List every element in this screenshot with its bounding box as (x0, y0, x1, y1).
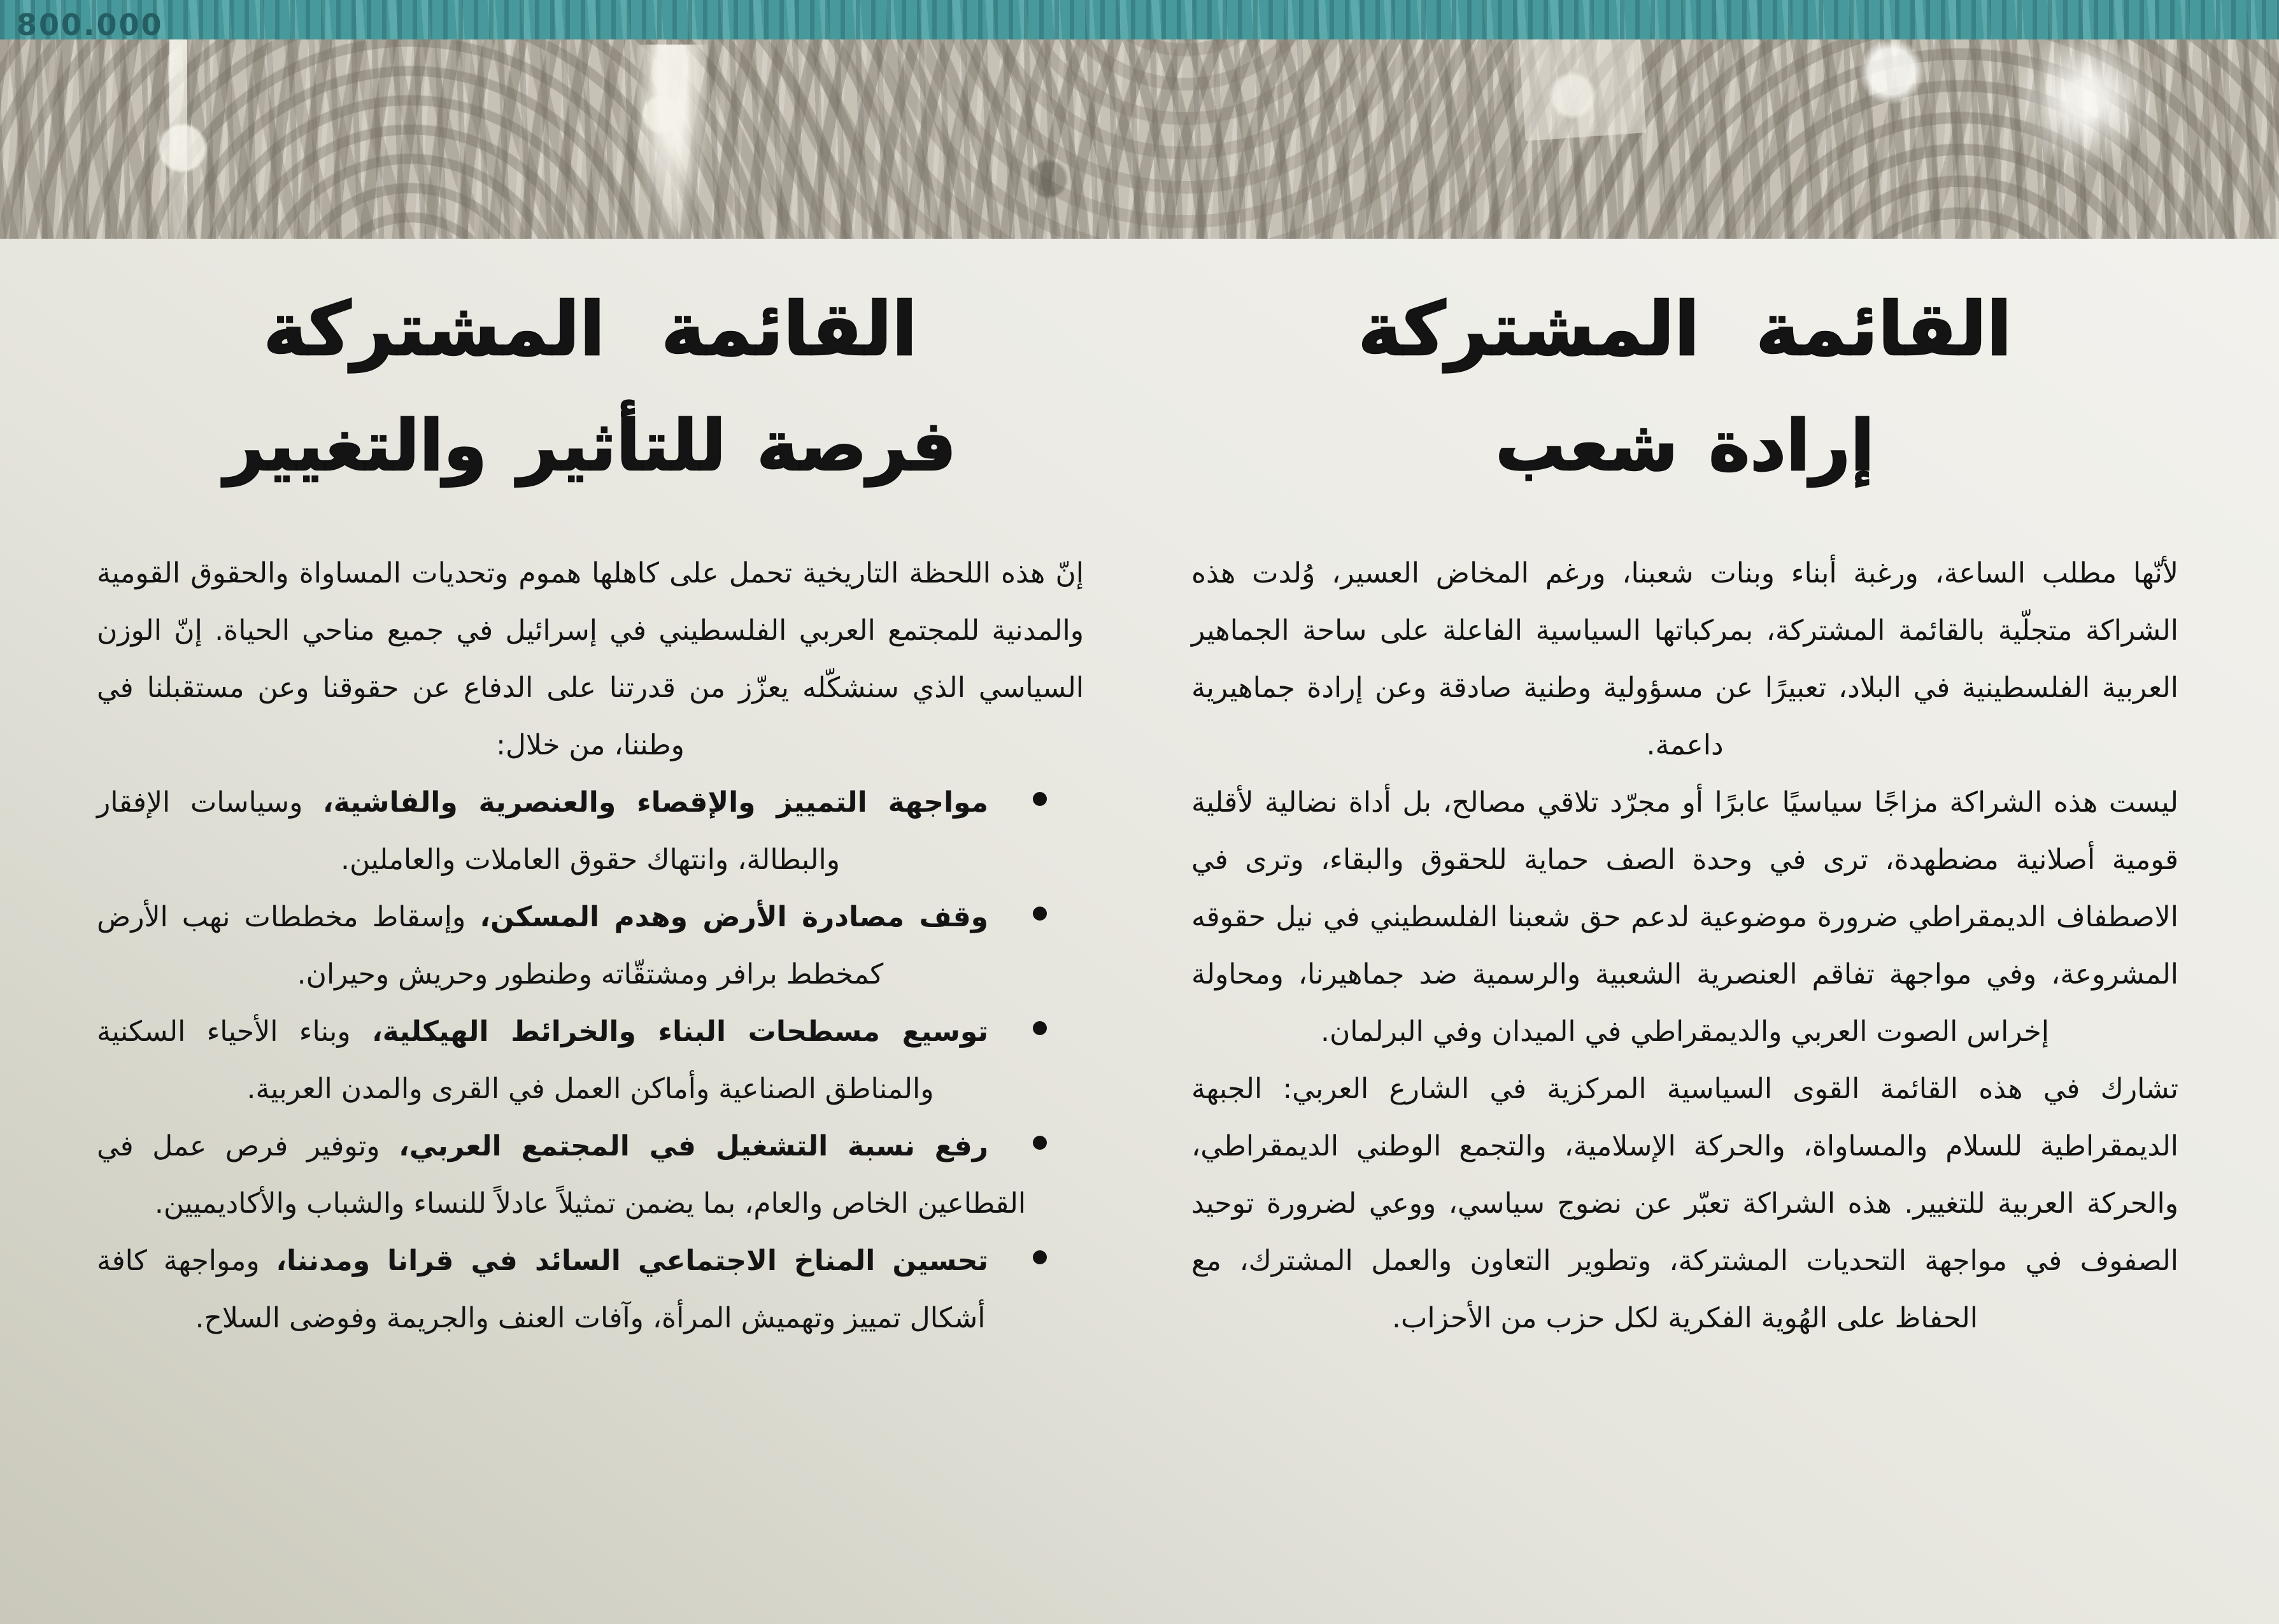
left-column-title: القائمة المشتركة (263, 286, 918, 372)
bullet-dot (1033, 1021, 1047, 1035)
bullet-dot (1033, 792, 1047, 806)
left-column-body (97, 545, 1084, 1347)
right-column-subtitle: إرادة شعب (1495, 404, 1875, 486)
bullet-dot (1033, 907, 1047, 921)
goals-bullet-list (97, 774, 1084, 1347)
right-column-title: القائمة المشتركة (1358, 286, 2012, 372)
bullet-item-employment (97, 1118, 1084, 1232)
bullet-lead: تحسين المناخ الاجتماعي السائد في قرانا ومدننا، (276, 1245, 988, 1278)
protest-sign-highlight (1519, 31, 1647, 141)
paragraph-member-parties: تشارك في هذه القائمة القوى السياسية المركزية في الشارع العربي: الجبهة الديمقراطية للسلام والمساواة، والحركة الإسلامية، والتجمع الوطني الديمقراطي، والحركة العربية للتغيير. هذه الشراكة تعبّر عن نضوج سياسي، ووعي لضرورة توحيد الصفوف في مواجهة التحديات المشتركة، وتطوير التعاون والعمل المشترك، مع الحفاظ على الهُوية الفكرية لكل حزب من الأحزاب. (1191, 1073, 2178, 1335)
bullet-lead: رفع نسبة التشغيل في المجتمع العربي، (399, 1130, 989, 1163)
bullet-item-building-plans (97, 1003, 1084, 1118)
intro-paragraph: إنّ هذه اللحظة التاريخية تحمل على كاهلها هموم وتحديات المساواة والحقوق القومية والمدنية للمجتمع العربي الفلسطيني في إسرائيل في جميع مناحي الحياة. إنّ الوزن السياسي الذي سنشكّله يعزّز من قدرتنا على الدفاع عن حقوقنا وعن مستقبلنا في وطننا، من خلال: (97, 557, 1084, 762)
bullet-item-discrimination (97, 774, 1084, 889)
teal-band (0, 0, 2279, 42)
bullet-item-land-confiscation (97, 889, 1084, 1003)
bullet-rest: وإسقاط مخططات نهب الأرض كمخطط برافر ومشتقّاته وطنطور وحريش وحيران. (97, 901, 884, 991)
flag-pole-highlight (169, 37, 187, 239)
paragraph-sharaka-birth: لأنّها مطلب الساعة، ورغبة أبناء وبنات شعبنا، ورغم المخاض العسير، وُلدت هذه الشراكة متجلّية بالقائمة المشتركة، بمركباتها السياسية الفاعلة على ساحة الجماهير العربية الفلسطينية في البلاد، تعبيرًا عن مسؤولية وطنية صادقة وعن إرادة جماهيرية داعمة. (1191, 557, 2178, 762)
bullet-rest: وبناء الأحياء السكنية والمناطق الصناعية وأماكن العمل في القرى والمدن العربية. (97, 1015, 934, 1106)
light-flare (2012, 25, 2158, 172)
bullet-dot (1033, 1250, 1047, 1264)
bullet-lead: وقف مصادرة الأرض وهدم المسكن، (479, 901, 988, 934)
bullet-rest: وسياسات الإفقار والبطالة، وانتهاك حقوق العاملات والعاملين. (97, 786, 840, 877)
banner-number-text: 800.000 (17, 8, 164, 42)
left-column (97, 239, 1084, 1347)
paragraph-sharaka-purpose: ليست هذه الشراكة مزاجًا سياسيًا عابرًا أو مجرّد تلاقي مصالح، بل أداة نضالية لأقلية قومية أصلانية مضطهدة، ترى في وحدة الصف حماية للحقوق والبقاء، وترى في الاصطفاف الديمقراطي ضرورة موضوعية لدعم حق شعبنا الفلسطيني في نيل حقوقه المشروعة، وفي مواجهة تفاقم العنصرية الشعبية والرسمية ضد جماهيرنا، ومحاولة إخراس الصوت العربي والديمقراطي في الميدان وفي البرلمان. (1191, 786, 2178, 1049)
bullet-lead: توسيع مسطحات البناء والخرائط الهيكلية، (371, 1015, 988, 1049)
bullet-lead: مواجهة التمييز والإقصاء والعنصرية والفاشية، (322, 786, 989, 819)
right-column (1191, 239, 2178, 1347)
bullet-item-social-climate (97, 1232, 1084, 1347)
raised-fist-highlight (637, 45, 707, 239)
bullet-dot (1033, 1136, 1047, 1150)
bullet-rest: وتوفير فرص عمل في القطاعين الخاص والعام، بما يضمن تمثيلاً عادلاً للنساء والشباب والأكاديميين. (97, 1130, 1026, 1220)
right-column-body (1191, 545, 2178, 1347)
crowd-photo-banner (0, 0, 2279, 239)
bullet-rest: ومواجهة كافة أشكال تمييز وتهميش المرأة، وآفات العنف والجريمة وفوضى السلاح. (97, 1245, 986, 1335)
left-column-subtitle: فرصة للتأثير والتغيير (224, 404, 956, 486)
